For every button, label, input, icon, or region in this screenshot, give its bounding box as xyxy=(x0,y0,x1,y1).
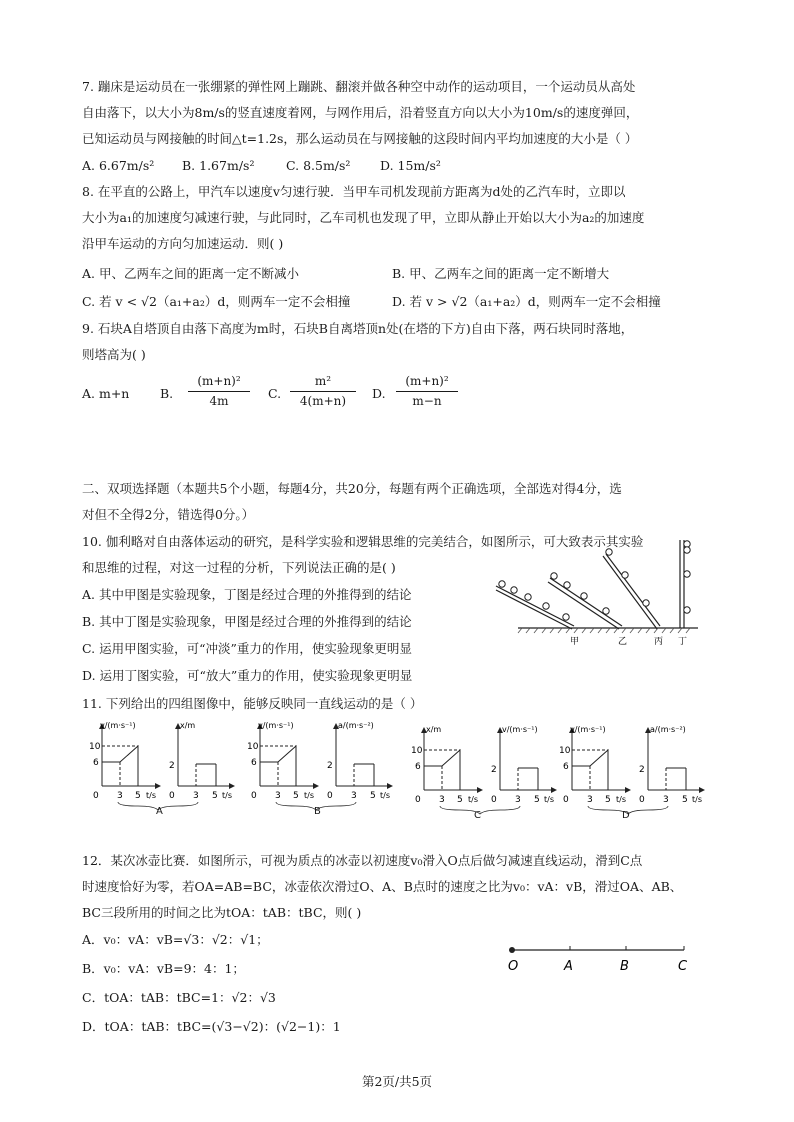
fraction-bar xyxy=(396,391,458,392)
section2-line-1: 二、双项选择题（本题共5个小题，每题4分，共20分，每题有两个正确选项，全部选对得4分，选 xyxy=(82,481,622,496)
tick-3: 3 xyxy=(193,791,199,801)
tick-6: 6 xyxy=(415,762,421,772)
tick-10: 10 xyxy=(559,746,571,756)
axis-label-t: t/s xyxy=(468,795,478,804)
tick-3: 3 xyxy=(663,795,669,805)
tick-0: 0 xyxy=(169,791,175,801)
tick-5: 5 xyxy=(370,791,376,801)
tick-5: 5 xyxy=(293,791,299,801)
axis-label-v: v/(m·s⁻¹) xyxy=(570,725,606,734)
axis-label-a: a/(m·s⁻²) xyxy=(650,725,686,734)
tick-0: 0 xyxy=(251,791,257,801)
q9-option-c-denominator: 4(m+n) xyxy=(299,394,347,408)
axis-label-v: v/(m·s⁻¹) xyxy=(100,721,136,730)
q9-line-1: 9. 石块A自塔顶自由落下高度为m时，石块B自离塔顶n处(在塔的下方)自由下落，两石块同时落地， xyxy=(82,321,634,336)
tick-6: 6 xyxy=(251,758,257,768)
tick-6: 6 xyxy=(93,758,99,768)
tick-3: 3 xyxy=(515,795,521,805)
tick-5: 5 xyxy=(212,791,218,801)
axis-label-t: t/s xyxy=(380,791,390,800)
q12-line-2: 时速度恰好为零，若OA=AB=BC，冰壶依次滑过O、A、B点时的速度之比为v₀：vA：vB，滑过OA、AB、 xyxy=(82,879,683,894)
tick-5: 5 xyxy=(457,795,463,805)
q12-option-c: C．tOA：tAB：tBC=1：√2：√3 xyxy=(82,990,276,1005)
fraction-bar xyxy=(290,391,356,392)
tick-3: 3 xyxy=(439,795,445,805)
incline-jia xyxy=(496,581,574,629)
q11-group-label-b: B xyxy=(314,806,321,817)
curling-line-figure xyxy=(502,938,702,978)
q10-line-2: 和思维的过程，对这一过程的分析，下列说法正确的是( ) xyxy=(82,560,396,575)
tick-0: 0 xyxy=(639,795,645,805)
q9-option-d-denominator: m−n xyxy=(412,394,442,408)
axis-label-t: t/s xyxy=(692,795,702,804)
q12-line-1: 12．某次冰壶比赛．如图所示，可视为质点的冰壶以初速度v₀滑入O点后做匀减速直线运动，滑到C点 xyxy=(82,853,643,868)
q7-line-1: 7. 蹦床是运动员在一张绷紧的弹性网上蹦跳、翻滚并做各种空中动作的运动项目，一个运动员从高处 xyxy=(82,79,636,94)
page-footer: 第2页/共5页 xyxy=(361,1074,433,1089)
tick-10: 10 xyxy=(411,746,423,756)
q7-option-c: C. 8.5m/s² xyxy=(286,158,351,173)
figure-label-bing: 丙 xyxy=(654,637,664,647)
q9-option-b-fraction xyxy=(188,374,250,409)
axis-label-t: t/s xyxy=(304,791,314,800)
q7-option-a: A. 6.67m/s² xyxy=(82,158,155,173)
tick-6: 6 xyxy=(563,762,569,772)
point-label-c: C xyxy=(678,959,688,974)
axis-label-t: t/s xyxy=(544,795,554,804)
q10-option-b: B. 其中丁图是实验现象，甲图是经过合理的外推得到的结论 xyxy=(82,614,412,629)
tick-3: 3 xyxy=(275,791,281,801)
tick-10: 10 xyxy=(89,742,101,752)
q8-option-c: C. 若 v < √2（a₁+a₂）d，则两车一定不会相撞 xyxy=(82,294,351,309)
tick-3: 3 xyxy=(587,795,593,805)
q8-line-2: 大小为a₁的加速度匀减速行驶，与此同时，乙车司机也发现了甲，立即从静止开始以大小为a₂的加速度 xyxy=(82,210,645,225)
q10-option-d: D. 运用丁图实验，可“放大”重力的作用，使实验现象更明显 xyxy=(82,668,413,683)
q9-line-2: 则塔高为( ) xyxy=(82,347,146,362)
q12-option-a: A．v₀：vA：vB=√3：√2：√1； xyxy=(82,932,269,947)
vertical-ding xyxy=(680,540,690,628)
figure-label-jia: 甲 xyxy=(570,637,580,647)
q9-option-c-label: C. xyxy=(268,386,282,401)
fraction-bar xyxy=(188,391,250,392)
tick-0: 0 xyxy=(93,791,99,801)
point-label-b: B xyxy=(620,959,629,974)
q8-option-b: B. 甲、乙两车之间的距离一定不断增大 xyxy=(392,266,610,281)
axis-label-x: x/m xyxy=(180,721,196,730)
tick-2: 2 xyxy=(169,761,175,771)
axis-label-t: t/s xyxy=(222,791,232,800)
tick-5: 5 xyxy=(534,795,540,805)
q9-option-b-denominator: 4m xyxy=(209,394,229,408)
q11-group-a-graphs xyxy=(88,718,238,814)
q7-line-2: 自由落下，以大小为8m/s的竖直速度着网，与网作用后，沿着竖直方向以大小为10m/s的速度弹回， xyxy=(82,105,639,120)
point-label-o: O xyxy=(508,959,519,974)
q10-option-c: C. 运用甲图实验，可“冲淡”重力的作用，使实验现象更明显 xyxy=(82,641,412,656)
axis-label-x: x/m xyxy=(426,725,442,734)
q11-group-d-graphs xyxy=(558,722,708,818)
tick-10: 10 xyxy=(247,742,259,752)
q7-option-b: B. 1.67m/s² xyxy=(182,158,255,173)
q9-option-d-numerator: (m+n)² xyxy=(405,374,449,388)
tick-5: 5 xyxy=(605,795,611,805)
q10-option-a: A. 其中甲图是实验现象，丁图是经过合理的外推得到的结论 xyxy=(82,587,412,602)
q12-option-d: D．tOA：tAB：tBC=(√3−√2)：(√2−1)：1 xyxy=(82,1019,341,1034)
tick-0: 0 xyxy=(563,795,569,805)
figure-label-yi: 乙 xyxy=(618,637,628,647)
q9-option-b-numerator: (m+n)² xyxy=(197,374,241,388)
tick-3: 3 xyxy=(117,791,123,801)
q9-option-a: A. m+n xyxy=(82,386,130,401)
q11-group-label-d: D xyxy=(622,810,630,821)
q9-option-d-fraction xyxy=(396,374,458,409)
galileo-inclined-planes-figure xyxy=(488,534,708,654)
tick-0: 0 xyxy=(415,795,421,805)
point-label-a: A xyxy=(564,959,573,974)
axis-label-t: t/s xyxy=(616,795,626,804)
section2-line-2: 对但不全得2分，错选得0分。） xyxy=(82,507,255,522)
incline-bing xyxy=(603,549,660,629)
q9-option-b-label: B. xyxy=(160,386,174,401)
q8-option-d: D. 若 v > √2（a₁+a₂）d，则两车一定不会相撞 xyxy=(392,294,661,309)
tick-5: 5 xyxy=(682,795,688,805)
tick-2: 2 xyxy=(491,765,497,775)
q8-line-3: 沿甲车运动的方向匀加速运动．则( ) xyxy=(82,236,284,251)
q11-line: 11. 下列给出的四组图像中，能够反映同一直线运动的是（ ） xyxy=(82,696,423,711)
q12-line-3: BC三段所用的时间之比为tOA：tAB：tBC，则( ) xyxy=(82,905,362,920)
q8-option-a: A. 甲、乙两车之间的距离一定不断减小 xyxy=(82,266,299,281)
tick-2: 2 xyxy=(327,761,333,771)
q7-option-d: D. 15m/s² xyxy=(380,158,441,173)
axis-label-t: t/s xyxy=(146,791,156,800)
q7-line-3: 已知运动员与网接触的时间△t=1.2s，那么运动员在与网接触的这段时间内平均加速度的大小是（ ） xyxy=(82,131,638,146)
q12-option-b: B．v₀：vA：vB=9：4：1； xyxy=(82,961,245,976)
q11-group-b-graphs xyxy=(246,718,396,814)
axis-label-v: v/(m·s⁻¹) xyxy=(258,721,294,730)
q10-line-1: 10. 伽利略对自由落体运动的研究，是科学实验和逻辑思维的完美结合，如图所示，可大致表示其实验 xyxy=(82,534,644,549)
q9-option-d-label: D. xyxy=(372,386,386,401)
tick-5: 5 xyxy=(135,791,141,801)
q11-group-label-a: A xyxy=(156,806,163,817)
incline-yi xyxy=(548,573,622,629)
q11-group-label-c: C xyxy=(474,810,481,821)
q11-group-c-graphs xyxy=(410,722,560,818)
figure-label-ding: 丁 xyxy=(678,637,688,647)
q9-option-c-numerator: m² xyxy=(314,374,332,388)
tick-2: 2 xyxy=(639,765,645,775)
axis-label-v: v/(m·s⁻¹) xyxy=(502,725,538,734)
q8-line-1: 8. 在平直的公路上，甲汽车以速度v匀速行驶．当甲车司机发现前方距离为d处的乙汽车时，立即以 xyxy=(82,184,626,199)
tick-0: 0 xyxy=(491,795,497,805)
tick-0: 0 xyxy=(327,791,333,801)
axis-label-a: a/(m·s⁻²) xyxy=(338,721,374,730)
tick-3: 3 xyxy=(351,791,357,801)
q9-option-c-fraction xyxy=(290,374,356,409)
